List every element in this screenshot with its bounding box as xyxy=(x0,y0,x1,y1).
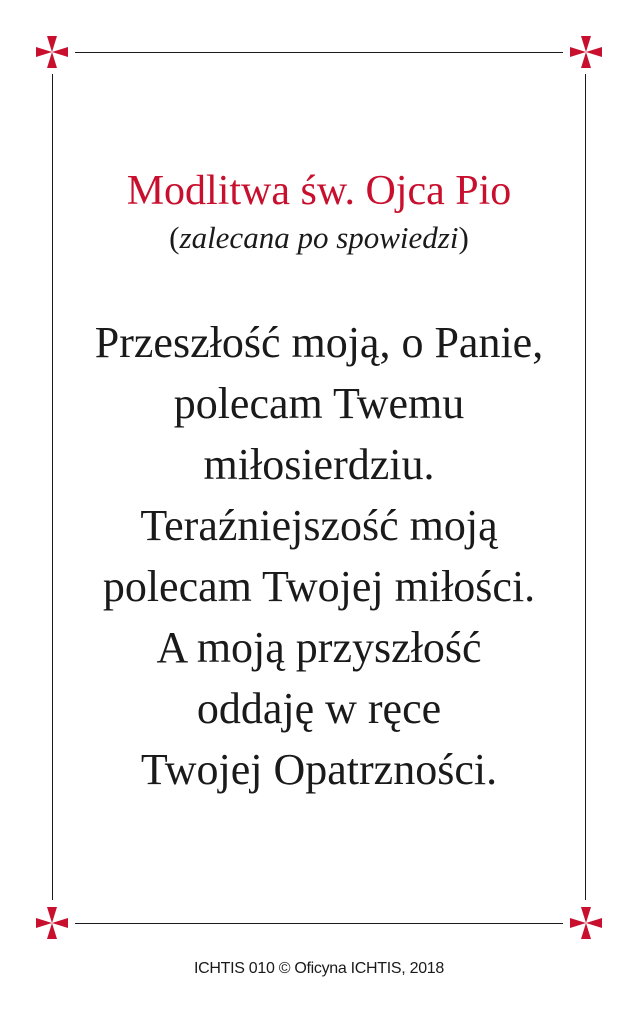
prayer-line: miłosierdziu. xyxy=(203,440,435,489)
prayer-subtitle xyxy=(60,218,578,258)
frame-left-line xyxy=(52,74,53,900)
subtitle-close-paren: ) xyxy=(458,220,469,255)
subtitle-open-paren: ( xyxy=(169,220,180,255)
prayer-line: Teraźniejszość moją xyxy=(140,501,498,550)
frame-top-line xyxy=(75,52,563,53)
frame-right-line xyxy=(585,74,586,900)
publisher-footer: ICHTIS 010 © Oficyna ICHTIS, 2018 xyxy=(194,960,444,977)
prayer-line: polecam Twojej miłości. xyxy=(102,562,536,611)
bottom-right-cross-icon xyxy=(566,903,606,943)
subtitle-text: zalecana po spowiedzi xyxy=(179,220,459,255)
frame-bottom-line xyxy=(75,923,563,924)
bottom-left-cross-icon xyxy=(32,903,72,943)
top-left-cross-icon xyxy=(32,32,72,72)
prayer-line: Przeszłość moją, o Panie, xyxy=(94,318,544,367)
prayer-text xyxy=(60,312,578,800)
prayer-line: oddaję w ręce xyxy=(196,684,442,733)
top-right-cross-icon xyxy=(566,32,606,72)
prayer-line: A moją przyszłość xyxy=(156,623,482,672)
prayer-title: Modlitwa św. Ojca Pio xyxy=(126,168,512,214)
prayer-line: Twojej Opatrzności. xyxy=(140,745,498,794)
prayer-line: polecam Twemu xyxy=(173,379,465,428)
